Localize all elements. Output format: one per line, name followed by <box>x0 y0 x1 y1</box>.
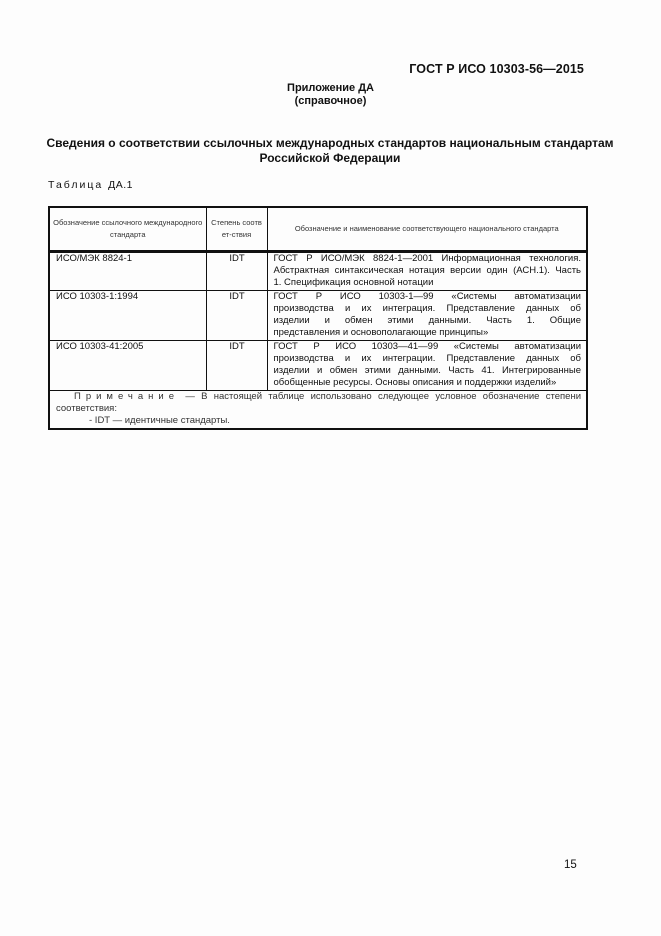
international-standard-cell: ИСО 10303-41:2005 <box>49 341 206 391</box>
table-caption-prefix: Таблица <box>48 179 104 191</box>
national-standard-line: производства и их интеграции. Представление данных об <box>273 353 581 364</box>
column-header-degree: Степень соответ-ствия <box>206 207 267 252</box>
table-note <box>49 391 587 430</box>
national-standard-line: изделии и обмен этими данными. Часть 41. Интегрированные <box>273 365 581 376</box>
column-header-international: Обозначение ссылочного международного стандарта <box>49 207 206 252</box>
note-dash: — <box>185 391 195 402</box>
section-title-line2: Российской Федерации <box>259 151 401 165</box>
table-row <box>49 252 587 291</box>
annex-subtitle: (справочное) <box>294 95 367 107</box>
national-standard-cell <box>267 252 587 291</box>
national-standard-line: обобщенные ресурсы. Основы описания и поддержки изделий» <box>273 377 557 388</box>
table-header-row <box>49 207 587 252</box>
national-standard-cell <box>267 341 587 391</box>
table-row <box>49 291 587 341</box>
national-standard-line: ГОСТ Р ИСО 10303—41—99 «Системы автоматизации <box>273 341 581 352</box>
degree-cell: IDT <box>206 341 267 391</box>
international-standard-cell: ИСО/МЭК 8824-1 <box>49 252 206 291</box>
national-standard-line: производства и их интеграция. Представление данных об <box>273 303 581 314</box>
national-standard-cell <box>267 291 587 341</box>
table-row <box>49 341 587 391</box>
section-title-line1: Сведения о соответствии ссылочных международных стандартов национальным стандартам <box>46 136 614 150</box>
degree-cell: IDT <box>206 291 267 341</box>
table-note-row <box>49 391 587 430</box>
national-standard-line: 1. Спецификация основной нотации <box>273 277 434 288</box>
annex-title: Приложение ДА <box>287 82 374 94</box>
table-caption <box>48 179 133 191</box>
note-list-item: - IDT — идентичные стандарты. <box>89 415 230 426</box>
standards-correspondence-table <box>48 206 588 430</box>
annex-heading <box>0 82 661 108</box>
column-header-national: Обозначение и наименование соответствующего национального стандарта <box>267 207 587 252</box>
national-standard-line: Абстрактная синтаксическая нотация версии один (АСН.1). Часть <box>273 265 581 276</box>
national-standard-line: ГОСТ Р ИСО/МЭК 8824-1—2001 Информационная технология. <box>273 253 581 264</box>
note-text-continued: соответствия: <box>56 403 117 414</box>
note-first-line <box>56 391 581 403</box>
international-standard-cell: ИСО 10303-1:1994 <box>49 291 206 341</box>
section-title <box>40 136 620 166</box>
document-code: ГОСТ Р ИСО 10303-56—2015 <box>409 62 584 76</box>
national-standard-line: представления и основополагающие принципы» <box>273 327 489 338</box>
note-label: Примечание <box>74 391 179 402</box>
note-text: В настоящей таблице использовано следующее условное обозначение степени <box>201 391 582 402</box>
page-number: 15 <box>564 859 577 871</box>
table-caption-number: ДА.1 <box>108 179 133 191</box>
degree-cell: IDT <box>206 252 267 291</box>
national-standard-line: ГОСТ Р ИСО 10303-1—99 «Системы автоматизации <box>273 291 581 302</box>
national-standard-line: изделии и обмен этими данными. Часть 1. Общие <box>273 315 581 326</box>
